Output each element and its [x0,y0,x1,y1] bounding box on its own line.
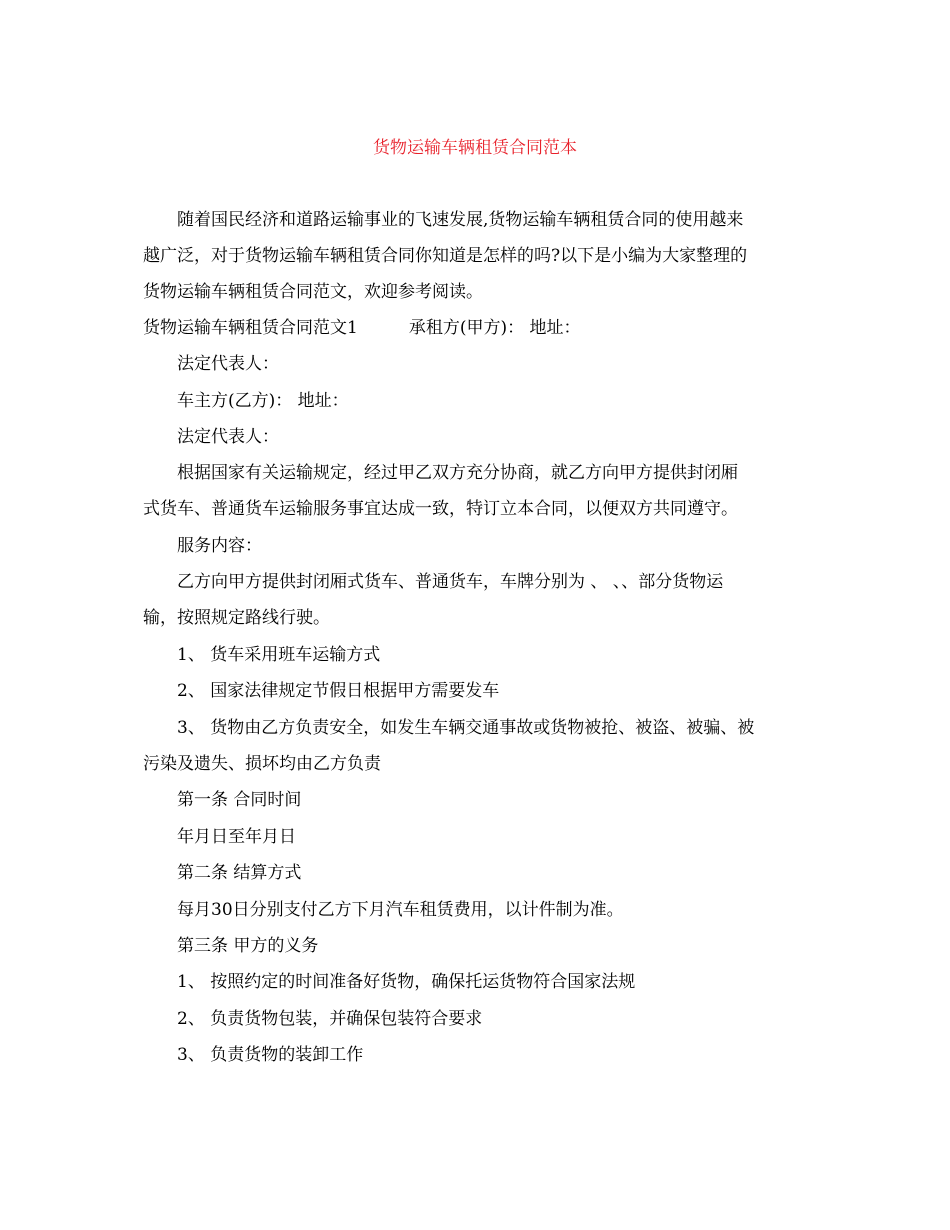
body-line: 第一条 合同时间 [143,790,302,810]
body-line: 第二条 结算方式 [143,863,302,883]
body-line: 法定代表人： [143,354,279,374]
document-title: 货物运输车辆租赁合同范本 [373,138,577,158]
body-line: 3、 货物由乙方负责安全，如发生车辆交通事故或货物被抢、被盗、被骗、被 [143,718,755,738]
body-line: 越广泛，对于货物运输车辆租赁合同你知道是怎样的吗?以下是小编为大家整理的 [143,246,748,266]
body-line: 货物运输车辆租赁合同范文，欢迎参考阅读。 [143,282,483,302]
body-line: 第三条 甲方的义务 [143,936,319,956]
body-line: 1、 货车采用班车运输方式 [143,645,381,665]
body-line: 1、 按照约定的时间准备好货物，确保托运货物符合国家法规 [143,972,636,992]
body-line: 式货车、普通货车运输服务事宜达成一致，特订立本合同，以便双方共同遵守。 [143,499,738,519]
body-line: 法定代表人： [143,427,279,447]
body-line: 年月日至年月日 [143,827,296,847]
body-line: 随着国民经济和道路运输事业的飞速发展,货物运输车辆租赁合同的使用越来 [143,210,744,230]
body-line: 货物运输车辆租赁合同范文1 承租方(甲方)： 地址： [143,318,581,338]
body-line: 输，按照规定路线行驶。 [143,608,330,628]
body-line: 根据国家有关运输规定，经过甲乙双方充分协商，就乙方向甲方提供封闭厢 [143,463,738,483]
body-line: 2、 国家法律规定节假日根据甲方需要发车 [143,681,500,701]
body-line: 2、 负责货物包装，并确保包装符合要求 [143,1009,483,1029]
body-line: 每月30日分别支付乙方下月汽车租赁费用，以计件制为准。 [143,900,624,920]
body-line: 污染及遗失、损坏均由乙方负责 [143,754,381,774]
body-line: 服务内容： [143,536,262,556]
body-line: 3、 负责货物的装卸工作 [143,1045,364,1065]
body-line: 乙方向甲方提供封闭厢式货车、普通货车，车牌分别为 、 、、部分货物运 [143,572,724,592]
body-line: 车主方(乙方)： 地址： [143,391,349,411]
